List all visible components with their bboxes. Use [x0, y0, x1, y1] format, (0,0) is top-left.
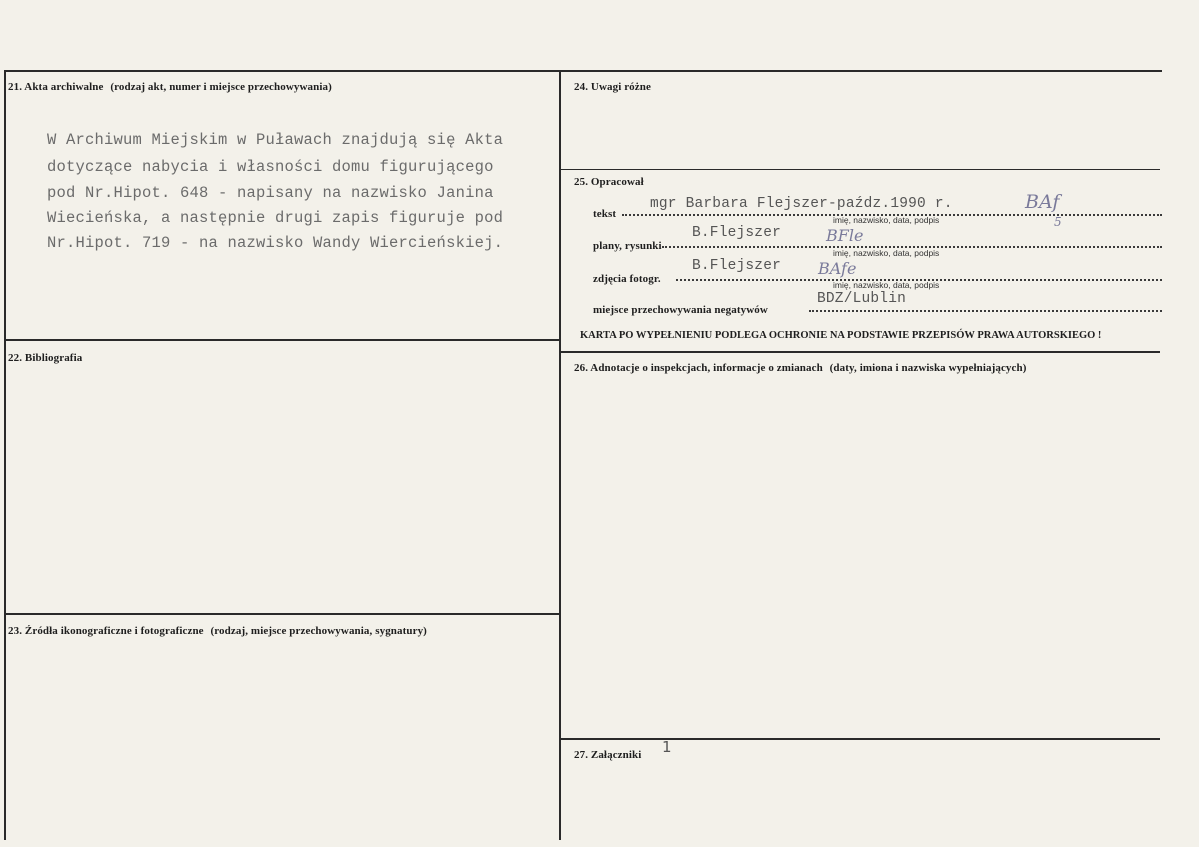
section-26-title: 26. Adnotacje o inspekcjach, informacje o zmianach — [574, 362, 823, 374]
section-23-title: 23. Źródła ikonograficzne i fotograficzne — [8, 625, 204, 637]
divider-26-27 — [560, 738, 1160, 740]
section-26-hint: (daty, imiona i nazwiska wypełniających) — [829, 362, 1027, 374]
tekst-label: tekst — [593, 208, 617, 220]
tekst-signature: BAf — [1025, 191, 1060, 213]
archive-text-line-5: Nr.Hipot. 719 - na nazwisko Wandy Wiercieńskiej. — [47, 234, 504, 252]
zdjecia-label: zdjęcia fotogr. — [593, 273, 661, 285]
center-divider — [559, 70, 561, 840]
plany-sublabel: imię, nazwisko, data, podpis — [833, 248, 940, 258]
plany-label: plany, rysunki — [593, 240, 662, 252]
copyright-notice: KARTA PO WYPEŁNIENIU PODLEGA OCHRONIE NA PODSTAWIE PRZEPISÓW PRAWA AUTORSKIEGO ! — [580, 330, 1102, 341]
tekst-value: mgr Barbara Flejszer-paźdz.1990 r. — [650, 196, 953, 212]
zdjecia-value: B.Flejszer — [692, 258, 782, 274]
plany-signature: BFle — [826, 226, 864, 245]
section-23-label — [8, 625, 427, 637]
section-21-title: 21. Akta archiwalne — [8, 81, 104, 93]
divider-22-23 — [4, 613, 560, 615]
section-22-label: 22. Bibliografia — [8, 352, 83, 364]
plany-value: B.Flejszer — [692, 225, 782, 241]
section-26-label — [574, 362, 1027, 374]
section-21-label — [8, 81, 332, 93]
archive-text-line-1: W Archiwum Miejskim w Puławach znajdują się Akta — [47, 131, 504, 149]
zdjecia-sublabel: imię, nazwisko, data, podpis — [833, 280, 940, 290]
negatywy-label: miejsce przechowywania negatywów — [593, 304, 768, 316]
zdjecia-signature: BAfe — [818, 259, 857, 278]
tekst-signature-extra: 5 — [1054, 215, 1062, 229]
negatywy-dotted-line — [809, 310, 1162, 312]
divider-25-26 — [560, 351, 1160, 353]
section-27-label: 27. Załączniki — [574, 749, 642, 761]
section-25-label: 25. Opracował — [574, 176, 644, 188]
tekst-sublabel: imię, nazwisko, data, podpis — [833, 215, 940, 225]
archive-text-line-4: Wiecieńska, a następnie drugi zapis figuruje pod — [47, 209, 504, 227]
divider-24-25 — [560, 169, 1160, 170]
section-24-label: 24. Uwagi różne — [574, 81, 651, 93]
attachments-count: 1 — [662, 738, 672, 756]
archive-text-line-2: dotyczące nabycia i własności domu figurującego — [47, 158, 494, 176]
left-border — [4, 70, 6, 840]
section-21-hint: (rodzaj akt, numer i miejsce przechowywania) — [110, 81, 332, 93]
archive-text-line-3: pod Nr.Hipot. 648 - napisany na nazwisko Janina — [47, 184, 494, 202]
section-23-hint: (rodzaj, miejsce przechowywania, sygnatury) — [210, 625, 427, 637]
divider-21-22 — [4, 339, 560, 341]
negatywy-value: BDZ/Lublin — [817, 291, 907, 307]
top-rule — [4, 70, 1162, 72]
